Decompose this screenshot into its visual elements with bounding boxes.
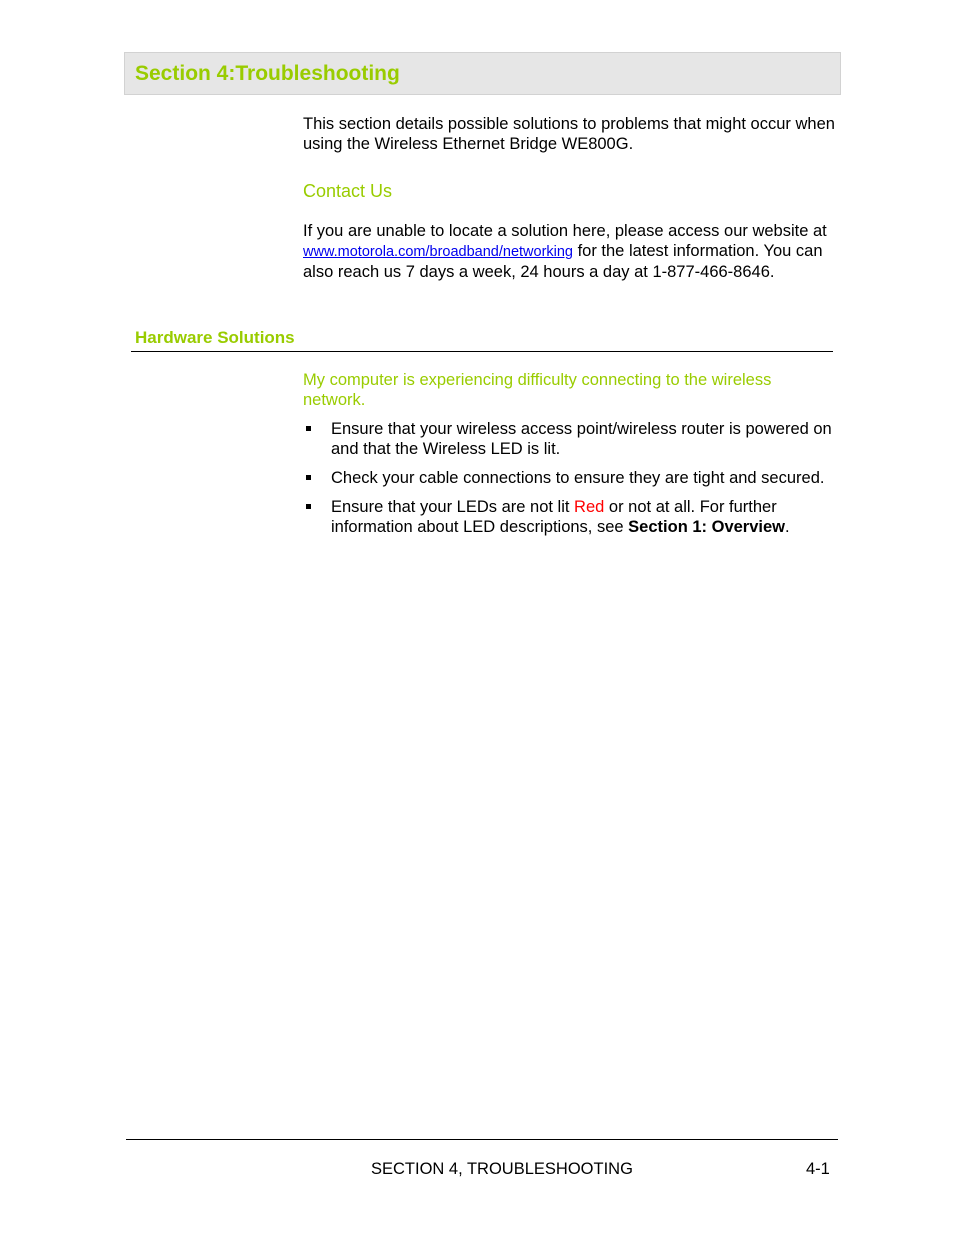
red-led-word: Red bbox=[574, 498, 605, 516]
list-item-text-start: Ensure that your LEDs are not lit bbox=[331, 498, 575, 516]
footer-divider bbox=[126, 1139, 838, 1140]
section-title: Section 4:Troubleshooting bbox=[135, 62, 400, 85]
list-item bbox=[303, 468, 838, 488]
list-item-text-end: . bbox=[785, 518, 790, 536]
square-bullet-icon bbox=[306, 504, 311, 509]
list-item bbox=[303, 497, 838, 537]
page-number: 4-1 bbox=[806, 1160, 830, 1178]
list-item-text-middle: or not at all. For further information about LED descriptions, see bbox=[331, 498, 777, 536]
problem-question: My computer is experiencing difficulty connecting to the wireless network. bbox=[303, 371, 772, 409]
contact-block bbox=[303, 181, 838, 282]
list-item-text: Check your cable connections to ensure they are tight and secured. bbox=[331, 469, 825, 487]
contact-heading: Contact Us bbox=[303, 181, 393, 201]
solution-list bbox=[303, 419, 838, 537]
contact-paragraph bbox=[303, 221, 838, 282]
list-item-text: Ensure that your wireless access point/wireless router is powered on and that the Wireless LED is lit. bbox=[331, 420, 832, 458]
list-item bbox=[303, 419, 838, 459]
section-reference: Section 1: Overview bbox=[628, 518, 785, 536]
contact-text-before-link: If you are unable to locate a solution here, please access our website at bbox=[303, 222, 827, 240]
heading-divider bbox=[131, 351, 833, 352]
section-banner bbox=[124, 52, 841, 95]
contact-text-after-link: for the latest information. You can also reach us 7 days a week, 24 hours a day at 1-877-466-8646. bbox=[303, 242, 823, 281]
website-link[interactable]: www.motorola.com/broadband/networking bbox=[303, 244, 573, 260]
hardware-block bbox=[303, 370, 838, 546]
intro-block bbox=[303, 114, 838, 154]
intro-paragraph: This section details possible solutions to problems that might occur when using the Wireless Ethernet Bridge WE800G. bbox=[303, 115, 835, 153]
square-bullet-icon bbox=[306, 475, 311, 480]
footer-section-label: SECTION 4, TROUBLESHOOTING bbox=[371, 1160, 633, 1178]
hardware-solutions-heading: Hardware Solutions bbox=[135, 328, 295, 347]
square-bullet-icon bbox=[306, 426, 311, 431]
